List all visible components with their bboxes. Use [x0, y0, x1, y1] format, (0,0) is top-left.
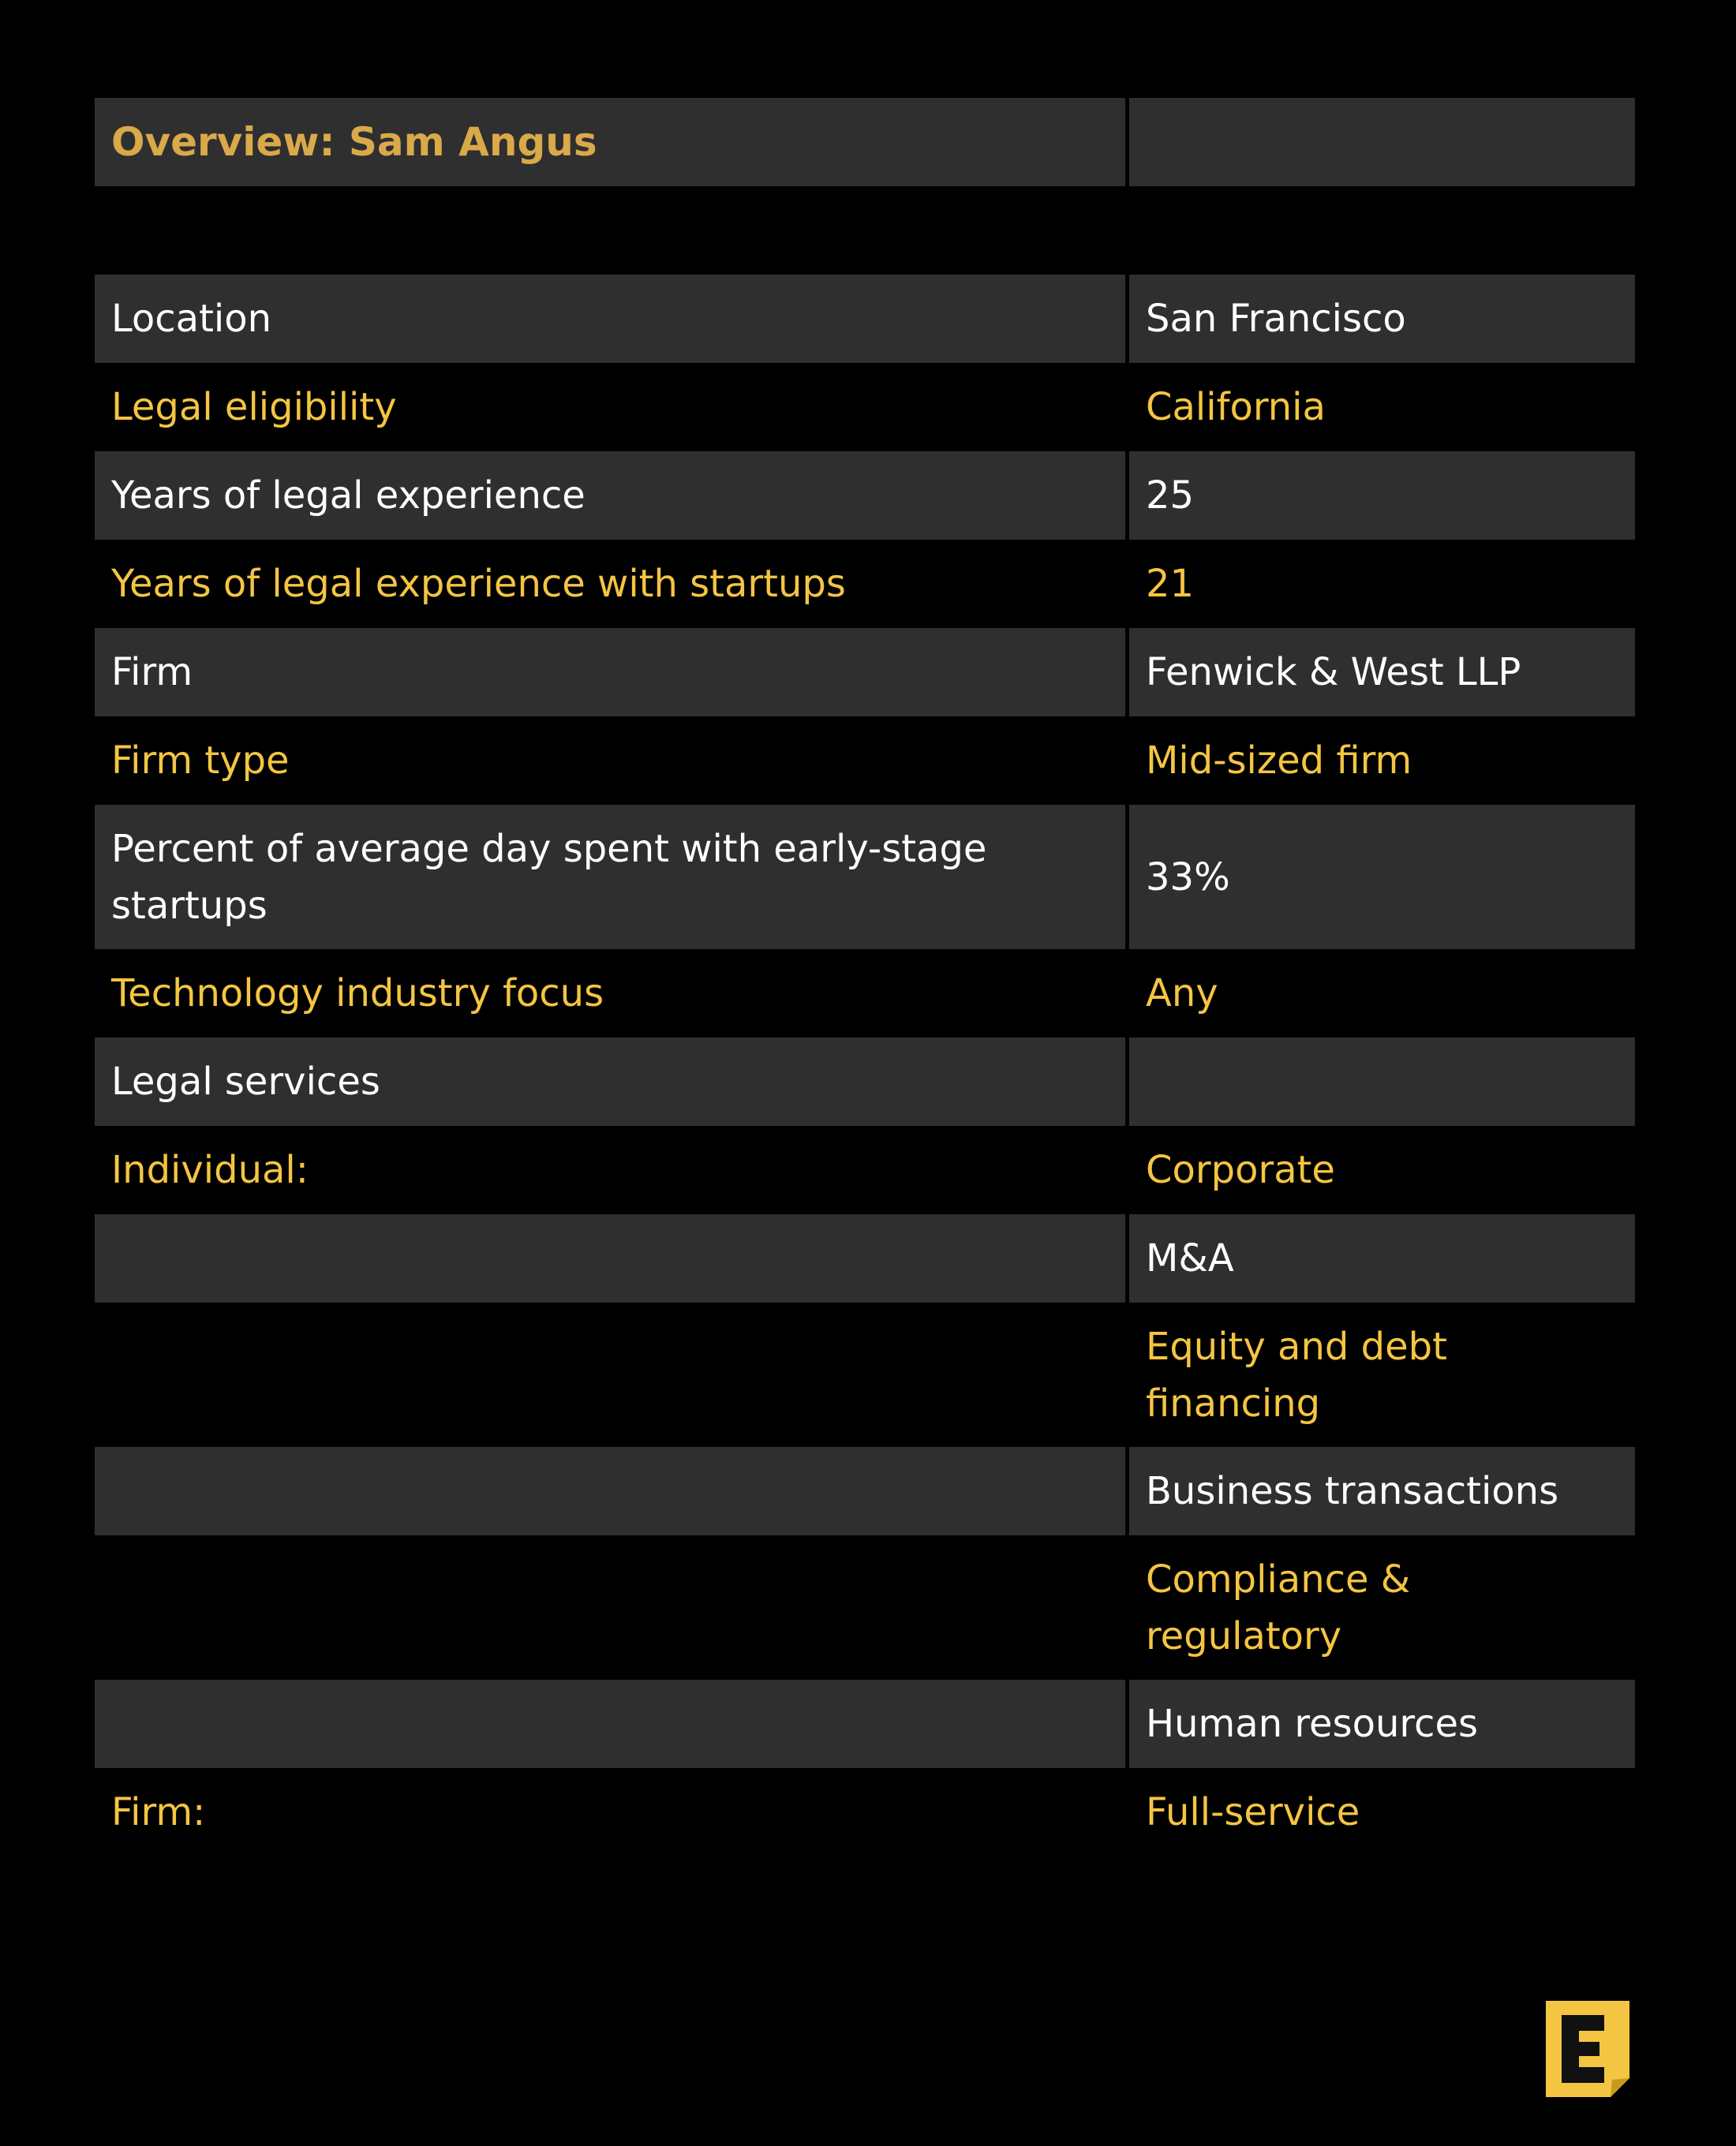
row-label: Firm: — [111, 1790, 206, 1834]
table-row — [95, 1214, 1635, 1303]
row-value: Mid-sized firm — [1146, 738, 1412, 783]
row-value: California — [1146, 385, 1326, 429]
table-row — [95, 275, 1635, 363]
table-row — [95, 716, 1635, 805]
row-value: San Francisco — [1129, 275, 1635, 363]
table-row — [95, 1680, 1635, 1768]
row-label: Years of legal experience — [95, 451, 1125, 540]
row-label: Years of legal experience with startups — [111, 562, 846, 606]
row-value: Human resources — [1129, 1680, 1635, 1768]
row-label: Technology industry focus — [111, 971, 604, 1015]
row-value: Compliance & regulatory — [1146, 1557, 1411, 1658]
overview-right-cell — [1129, 98, 1635, 186]
overview-header — [95, 98, 1635, 186]
row-label — [95, 1535, 1125, 1680]
profile-table — [95, 275, 1635, 1856]
table-row — [95, 451, 1635, 540]
overview-title: Overview: Sam Angus — [111, 119, 597, 165]
table-row — [95, 949, 1635, 1037]
row-label: Firm type — [111, 738, 290, 783]
overview-title-cell — [95, 98, 1125, 186]
table-row — [95, 540, 1635, 628]
row-value: Business transactions — [1129, 1447, 1635, 1535]
row-value: M&A — [1129, 1214, 1635, 1303]
row-value: 33% — [1129, 805, 1635, 949]
row-value: Corporate — [1146, 1148, 1335, 1192]
row-value: 25 — [1129, 451, 1635, 540]
row-label — [95, 1447, 1125, 1535]
table-row — [95, 1447, 1635, 1535]
row-label: Legal services — [95, 1037, 1125, 1126]
e-logo-icon — [1546, 2001, 1629, 2097]
table-row — [95, 363, 1635, 451]
row-label: Firm — [95, 628, 1125, 716]
row-value — [1129, 1037, 1635, 1126]
table-row — [95, 628, 1635, 716]
row-label — [95, 1303, 1125, 1447]
table-row — [95, 1303, 1635, 1447]
row-label: Legal eligibility — [111, 385, 397, 429]
row-label — [95, 1680, 1125, 1768]
table-row — [95, 1126, 1635, 1214]
table-row — [95, 1037, 1635, 1126]
row-label — [95, 1214, 1125, 1303]
row-value: Equity and debt financing — [1146, 1324, 1447, 1426]
row-label: Percent of average day spent with early-stage startups — [95, 805, 1125, 949]
row-label: Location — [95, 275, 1125, 363]
table-row — [95, 1535, 1635, 1680]
table-row — [95, 805, 1635, 949]
row-value: 21 — [1146, 562, 1195, 606]
row-label: Individual: — [111, 1148, 309, 1192]
row-value: Full-service — [1146, 1790, 1360, 1834]
row-value: Fenwick & West LLP — [1129, 628, 1635, 716]
table-row — [95, 1768, 1635, 1856]
row-value: Any — [1146, 971, 1218, 1015]
